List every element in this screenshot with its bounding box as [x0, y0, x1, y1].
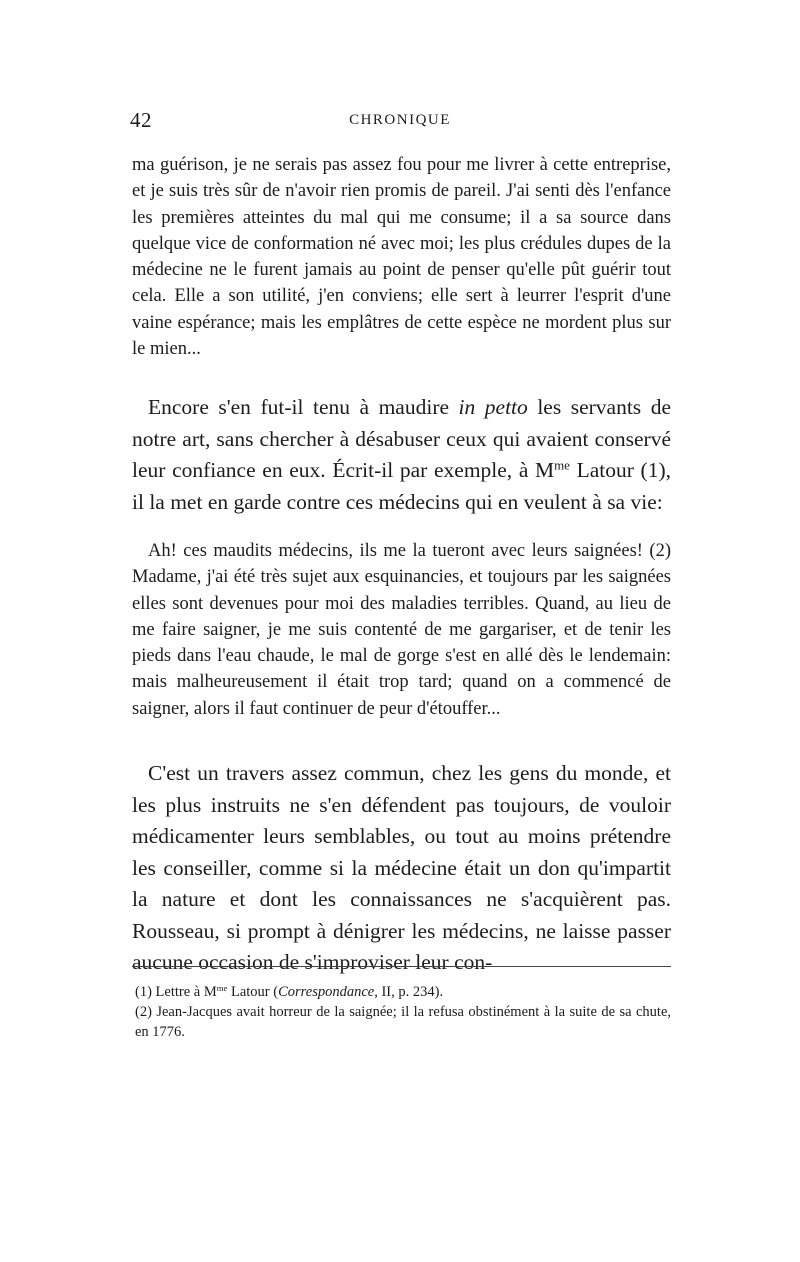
- body-paragraph-2: C'est un travers assez commun, chez les gens du monde, et les plus instruits ne s'en défendent pas toujours, de vouloir médicamenter leurs semblables, ou tout au moins prétendre les conseiller, comme si la médecine était un don qu'impartit la nature et dont les connaissances ne s'acquièrent pas. Rousseau, si prompt à dénigrer les médecins, ne laisse passer aucune occasion de s'improviser leur con-: [132, 761, 671, 974]
- footnote-1: [113, 982, 671, 1002]
- page-number: 42: [130, 108, 152, 132]
- quoted-paragraph-1: ma guérison, je ne serais pas assez fou pour me livrer à cette entreprise, et je suis très sûr de n'avoir rien promis de pareil. J'ai senti dès l'enfance les premières atteintes du mal qui me consume; il a sa source dans quelque vice de conformation né avec moi; les plus crédules dupes de la médecine ne le furent jamais au point de penser qu'elle pût guérir tout cela. Elle a son utilité, j'en conviens; elle sert à leurrer l'esprit d'une vaine espérance; mais les emplâtres de cette espèce ne mordent plus sur le mien...: [132, 155, 671, 360]
- body-paragraph-1-text-a: Encore s'en fut-il tenu à maudire: [148, 395, 459, 419]
- footnote-1-text-c: , II, p. 234).: [374, 984, 444, 1000]
- body-paragraph-1-text-b: les servants de notre art, sans chercher à désabuser ceux qui avaient conservé leur confiance en eux. Écrit-il par exemple, à M: [132, 395, 671, 482]
- body-paragraph-1: [132, 392, 671, 518]
- footnote-1-text-a: (1) Lettre à M: [135, 984, 217, 1000]
- body-paragraph-1-text-c: Latour (1), il la met en garde contre ces médecins qui en veulent à sa vie:: [132, 458, 671, 514]
- footnote-2: (2) Jean-Jacques avait horreur de la saignée; il la refusa obstinément à la suite de sa chute, en 1776.: [135, 1004, 671, 1040]
- running-title: CHRONIQUE: [349, 112, 451, 128]
- body-paragraph-1-italic: in petto: [458, 395, 528, 419]
- footnote-rule: [132, 966, 671, 967]
- body-paragraph-1-superscript: me: [554, 458, 570, 473]
- quoted-paragraph-2: Ah! ces maudits médecins, ils me la tueront avec leurs saignées! (2) Madame, j'ai été très sujet aux esquinancies, et toujours par les saignées elles sont devenues pour moi des maladies terribles. Quand, au lieu de me faire saigner, je me suis contenté de me gargariser, et de tenir les pieds dans l'eau chaude, le mal de gorge s'est en allé dès le lendemain: mais malheureusement il était trop tard; quand on a commencé de saigner, alors il faut continuer de peur d'étouffer...: [132, 541, 671, 719]
- footnote-1-text-b: Latour (: [227, 984, 279, 1000]
- footnote-1-italic: Correspondance: [278, 984, 375, 1000]
- page-header: [130, 108, 670, 138]
- footnote-1-superscript: me: [216, 982, 228, 993]
- footnotes: [113, 982, 671, 1042]
